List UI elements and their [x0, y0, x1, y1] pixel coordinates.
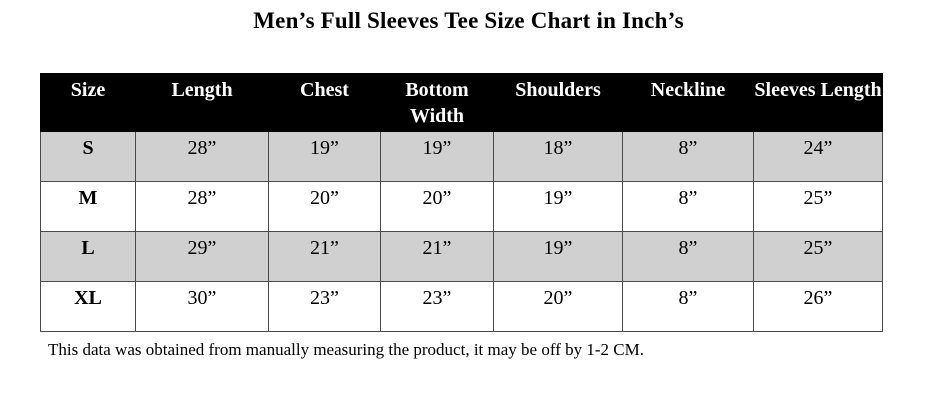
measurement-cell: 28”: [136, 182, 269, 232]
measurement-cell: 25”: [754, 232, 883, 282]
column-header: Neckline: [623, 74, 754, 132]
measurement-cell: 8”: [623, 182, 754, 232]
size-chart-table: [40, 73, 883, 332]
column-header: Bottom Width: [381, 74, 494, 132]
column-header: Shoulders: [494, 74, 623, 132]
measurement-cell: 19”: [494, 182, 623, 232]
table-row: [41, 182, 883, 232]
size-cell: S: [41, 132, 136, 182]
measurement-cell: 19”: [269, 132, 381, 182]
measurement-cell: 19”: [381, 132, 494, 182]
measurement-cell: 21”: [269, 232, 381, 282]
measurement-cell: 21”: [381, 232, 494, 282]
column-header: Size: [41, 74, 136, 132]
measurement-cell: 28”: [136, 132, 269, 182]
measurement-disclaimer: This data was obtained from manually measuring the product, it may be off by 1-2 CM.: [48, 340, 644, 359]
column-header: Sleeves Length: [754, 74, 883, 132]
size-cell: L: [41, 232, 136, 282]
column-header: Length: [136, 74, 269, 132]
measurement-cell: 8”: [623, 132, 754, 182]
measurement-cell: 30”: [136, 282, 269, 332]
measurement-cell: 18”: [494, 132, 623, 182]
measurement-cell: 20”: [269, 182, 381, 232]
table-row: [41, 282, 883, 332]
size-cell: XL: [41, 282, 136, 332]
measurement-cell: 26”: [754, 282, 883, 332]
measurement-cell: 23”: [269, 282, 381, 332]
measurement-cell: 8”: [623, 232, 754, 282]
measurement-cell: 20”: [381, 182, 494, 232]
page-title: Men’s Full Sleeves Tee Size Chart in Inch’s: [253, 8, 684, 33]
measurement-cell: 23”: [381, 282, 494, 332]
table-header: [41, 74, 883, 132]
header-row: [41, 74, 883, 132]
column-header: Chest: [269, 74, 381, 132]
table-row: [41, 232, 883, 282]
measurement-cell: 29”: [136, 232, 269, 282]
measurement-cell: 19”: [494, 232, 623, 282]
measurement-cell: 20”: [494, 282, 623, 332]
measurement-cell: 24”: [754, 132, 883, 182]
table-row: [41, 132, 883, 182]
measurement-cell: 8”: [623, 282, 754, 332]
measurement-cell: 25”: [754, 182, 883, 232]
table-body: [41, 132, 883, 332]
size-cell: M: [41, 182, 136, 232]
